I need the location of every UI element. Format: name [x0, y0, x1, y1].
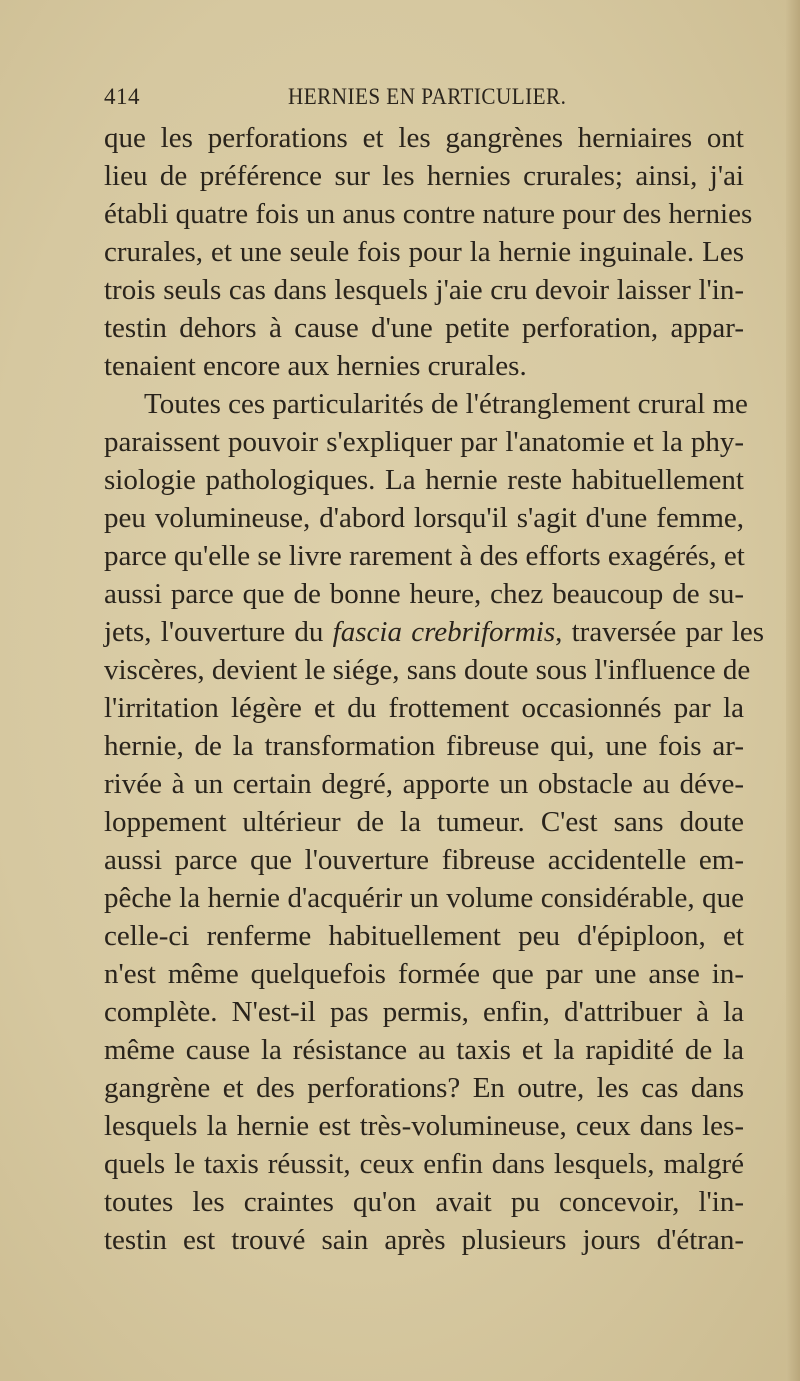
running-header: [104, 84, 744, 114]
text-line: aussi parce que l'ouverture fibreuse accidentelle em-: [104, 844, 744, 876]
text-line: rivée à un certain degré, apporte un obstacle au déve-: [104, 768, 744, 800]
text-line: aussi parce que de bonne heure, chez beaucoup de su-: [104, 578, 744, 610]
italic-term: fascia crebriformis: [332, 616, 556, 648]
text-line: n'est même quelquefois formée que par une anse in-: [104, 958, 744, 990]
text-line: quels le taxis réussit, ceux enfin dans lesquels, malgré: [104, 1148, 744, 1180]
text-line: hernie, de la transformation fibreuse qui, une fois ar-: [104, 730, 744, 762]
text-line: tenaient encore aux hernies crurales.: [104, 350, 527, 382]
running-title: HERNIES EN PARTICULIER.: [288, 84, 567, 109]
text-line: peu volumineuse, d'abord lorsqu'il s'agit d'une femme,: [104, 502, 744, 534]
text-line: viscères, devient le siége, sans doute sous l'influence de: [104, 654, 751, 686]
text-segment: , traversée par les: [555, 616, 765, 648]
text-line: siologie pathologiques. La hernie reste habituellement: [104, 464, 744, 496]
text-line: Toutes ces particularités de l'étranglement crural me: [144, 388, 748, 420]
text-segment: jets, l'ouverture du: [104, 616, 333, 648]
text-line: pêche la hernie d'acquérir un volume considérable, que: [104, 882, 744, 914]
text-line: complète. N'est-il pas permis, enfin, d'attribuer à la: [104, 996, 744, 1028]
text-line: toutes les craintes qu'on avait pu concevoir, l'in-: [104, 1186, 744, 1218]
text-line: [104, 613, 765, 651]
text-line: que les perforations et les gangrènes herniaires ont: [104, 122, 744, 154]
text-line: trois seuls cas dans lesquels j'aie cru devoir laisser l'in-: [104, 274, 744, 306]
text-line: gangrène et des perforations? En outre, les cas dans: [104, 1072, 744, 1104]
text-line: celle-ci renferme habituellement peu d'épiploon, et: [104, 920, 744, 952]
text-line: testin dehors à cause d'une petite perforation, appar-: [104, 312, 744, 344]
text-line: paraissent pouvoir s'expliquer par l'anatomie et la phy-: [104, 426, 744, 458]
page-number: 414: [104, 84, 140, 109]
text-line: l'irritation légère et du frottement occasionnés par la: [104, 692, 744, 724]
text-line: établi quatre fois un anus contre nature pour des hernies: [104, 198, 753, 230]
text-line: crurales, et une seule fois pour la hernie inguinale. Les: [104, 236, 744, 268]
text-line: parce qu'elle se livre rarement à des efforts exagérés, et: [104, 540, 745, 572]
text-line: même cause la résistance au taxis et la rapidité de la: [104, 1034, 744, 1066]
page-edge: [786, 0, 800, 1381]
text-line: lieu de préférence sur les hernies crurales; ainsi, j'ai: [104, 160, 744, 192]
text-line: testin est trouvé sain après plusieurs jours d'étran-: [104, 1224, 744, 1256]
text-line: loppement ultérieur de la tumeur. C'est sans doute: [104, 806, 744, 838]
text-line: lesquels la hernie est très-volumineuse, ceux dans les-: [104, 1110, 744, 1142]
body-text: [104, 119, 765, 1259]
